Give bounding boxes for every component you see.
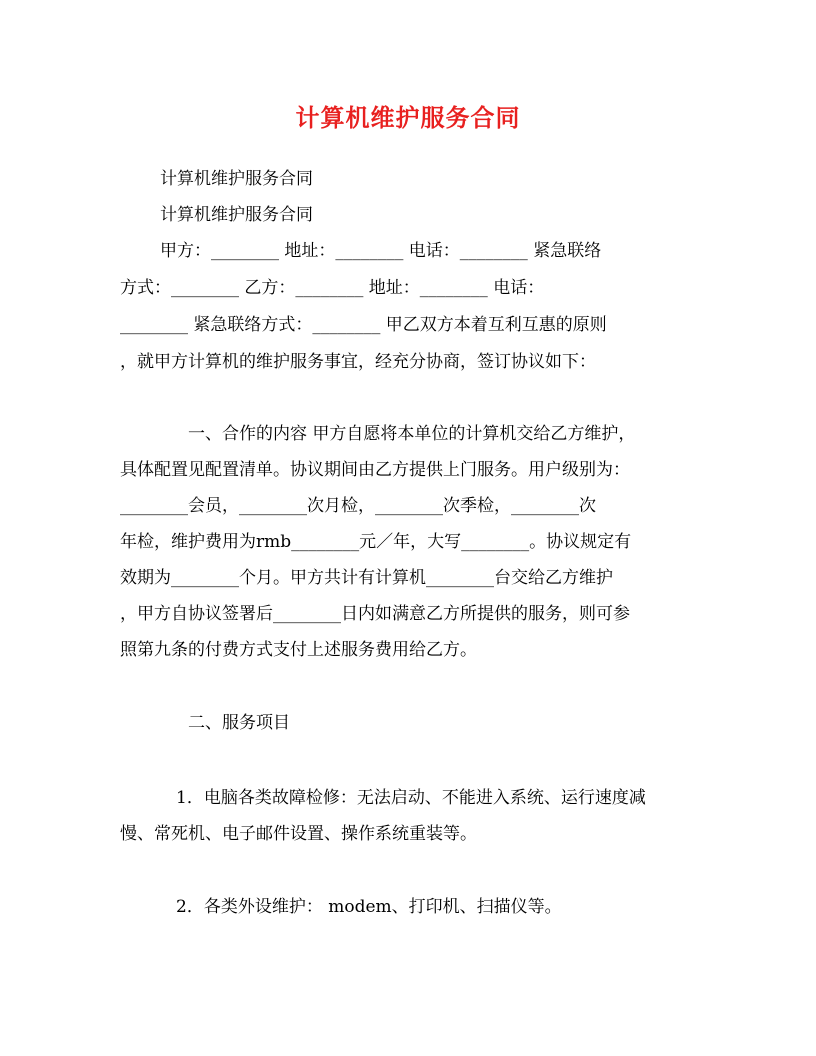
section1-line-6: ，甲方自协议签署后________日内如满意乙方所提供的服务，则可参	[120, 604, 630, 624]
parties-line-4: ，就甲方计算机的维护服务事宜，经充分协商，签订协议如下：	[120, 352, 596, 372]
section1-line-4: 年检，维护费用为rmb________元／年，大写________。协议规定有	[120, 532, 632, 552]
item1-line-2: 慢、常死机、电子邮件设置、操作系统重装等。	[120, 824, 477, 844]
parties-line-3: ________ 紧急联络方式：________ 甲乙双方本着互利互惠的原则	[120, 315, 607, 335]
section1-line-3: ________会员，________次月检，________次季检，________次	[120, 496, 596, 516]
parties-line-1: 甲方：________ 地址：________ 电话：________ 紧急联络	[160, 241, 602, 261]
subtitle-line-1: 计算机维护服务合同	[160, 169, 313, 189]
section2-heading: 二、服务项目	[188, 713, 290, 733]
section1-line-5: 效期为________个月。甲方共计有计算机________台交给乙方维护	[120, 568, 613, 588]
section1-line-7: 照第九条的付费方式支付上述服务费用给乙方。	[120, 640, 477, 660]
section1-line-1: 一、合作的内容 甲方自愿将本单位的计算机交给乙方维护，	[188, 424, 636, 444]
item2-line-1: 2．各类外设维护： modem、打印机、扫描仪等。	[176, 897, 562, 917]
document-title: 计算机维护服务合同	[295, 103, 521, 132]
section1-line-2: 具体配置见配置清单。协议期间由乙方提供上门服务。用户级别为：	[120, 460, 630, 480]
subtitle-line-2: 计算机维护服务合同	[160, 205, 313, 225]
item1-line-1: 1．电脑各类故障检修：无法启动、不能进入系统、运行速度减	[176, 788, 646, 808]
parties-line-2: 方式：________ 乙方：________ 地址：________ 电话：	[120, 278, 545, 298]
